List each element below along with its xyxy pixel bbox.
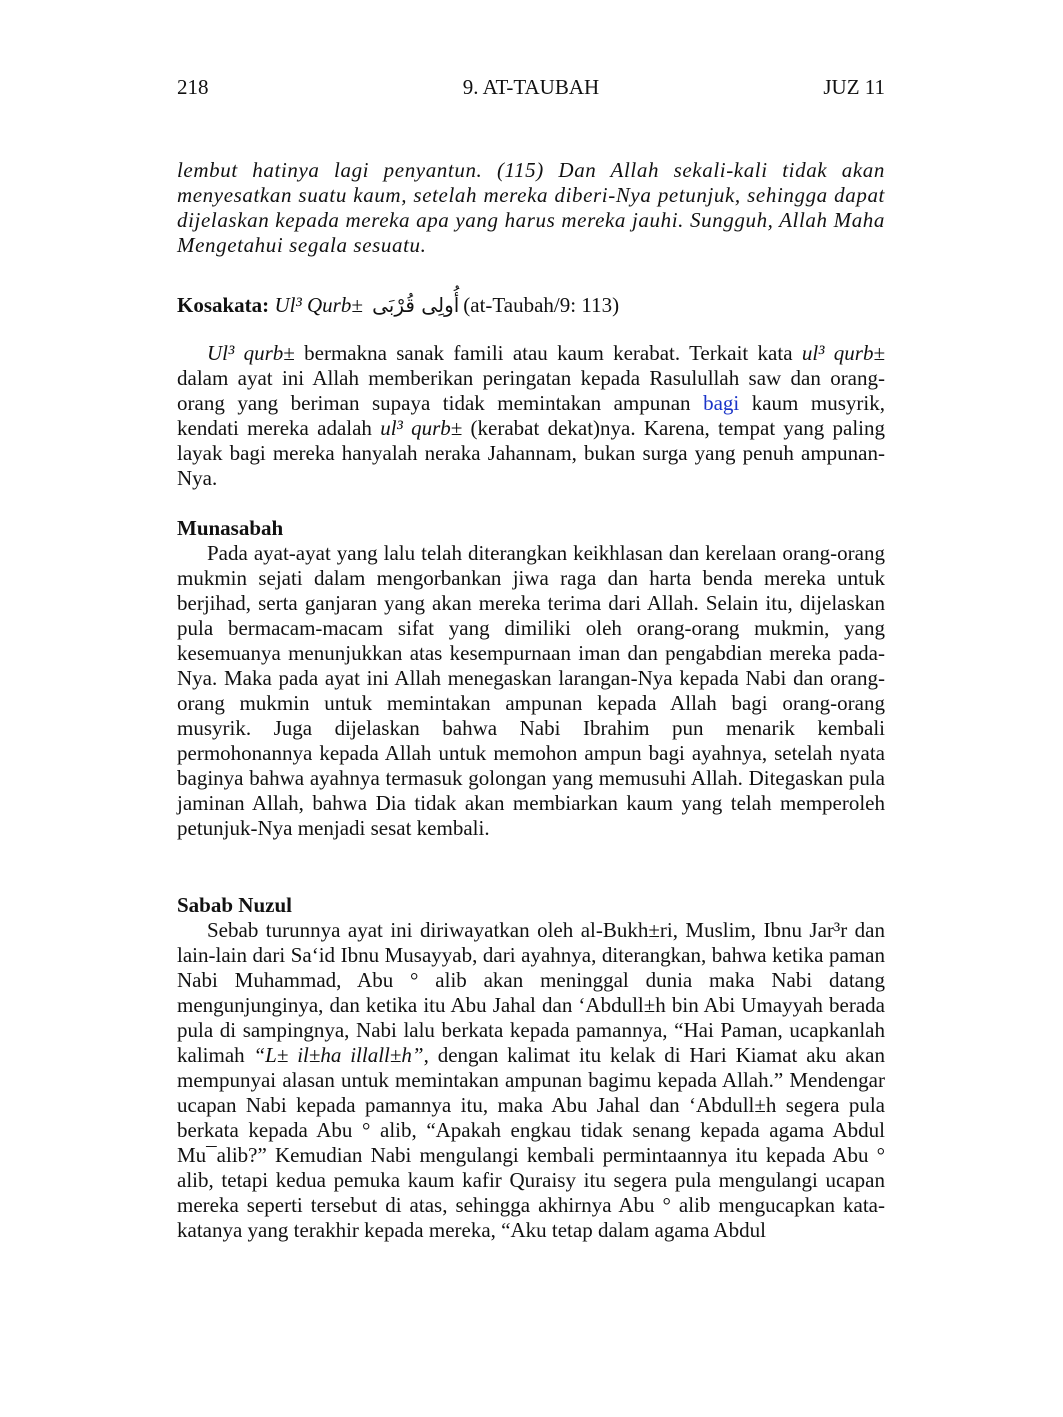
text-run: , dengan kalimat itu kelak di Hari Kiamat aku akan mempunyai alasan untuk memintakan ampunan bagimu kepada Allah.” Mendengar ucapan Nabi kepada pamannya itu, maka Abu Jahal dan ‘Abdull±h segera pula berkata kepada Abu ° alib, “Apakah engkau tidak senang kepada agama Abdul Mu¯alib?” Kemudian Nabi mengulangi kembali permintaannya itu kepada Abu ° alib, tetapi kedua pemuka kaum kafir Quraisy itu segera pula mengulangi ucapan mereka seperti tersebut di atas, sehingga akhirnya Abu ° alib mengucapkan kata-katanya yang terakhir kepada mereka, “Aku tetap dalam agama Abdul	[177, 1043, 885, 1242]
term-ref: ul³ qurb±	[380, 416, 463, 440]
kosakata-explanation	[177, 341, 885, 491]
kalimah-quote: “L± il±ha illall±h”	[253, 1043, 424, 1067]
term-ref: ul³ qurb±	[801, 341, 885, 365]
kosakata-term: Ul³ Qurb±	[274, 293, 363, 317]
kosakata-label: Kosakata:	[177, 293, 270, 317]
kosakata-arabic: أُولِى قُرْبَى	[372, 293, 460, 317]
sabab-nuzul-section	[177, 918, 885, 1243]
translation-text: lembut hatinya lagi penyantun. (115) Dan Allah sekali-kali tidak akan menyesatkan suatu kaum, setelah mereka diberi-Nya petunjuk, sehingga dapat dijelaskan kepada mereka apa yang harus mereka jauhi. Sungguh, Allah Maha Mengetahui segala sesuatu.	[177, 158, 885, 257]
text-run: dalam ayat ini Allah memberikan peringatan kepada Rasulullah saw dan orang-orang yang beriman supaya tidak memintakan ampunan	[177, 366, 885, 415]
term-ref: Ul³ qurb±	[207, 341, 295, 365]
text-run: kaum musyrik, kendati mereka adalah	[177, 391, 885, 440]
highlighted-word: bagi	[703, 391, 740, 415]
text-run: bermakna sanak famili atau kaum kerabat. Terkait kata	[294, 341, 802, 365]
kosakata-line	[177, 290, 885, 320]
munasabah-text: Pada ayat-ayat yang lalu telah diterangkan keikhlasan dan kerelaan orang-orang mukmin sejati dalam mengorbankan jiwa raga dan harta benda mereka untuk berjihad, serta ganjaran yang akan mereka terima dari Allah. Selain itu, dijelaskan pula bermacam-macam sifat yang dimiliki oleh orang-orang mukmin, yang kesemuanya menunjukkan atas kesempurnaan iman dan pengabdian mereka pada-Nya. Maka pada ayat ini Allah menegaskan larangan-Nya kepada Nabi dan orang-orang mukmin untuk memintakan ampunan kepada Allah bagi orang-orang musyrik. Juga dijelaskan bahwa Nabi Ibrahim pun menarik kembali permohonannya kepada Allah untuk memohon ampun bagi ayahnya, setelah nyata baginya bahwa ayahnya termasuk golongan yang memusuhi Allah. Ditegaskan pula jaminan Allah, bahwa Dia tidak akan membiarkan kaum yang telah memperoleh petunjuk-Nya menjadi sesat kembali.	[177, 541, 885, 840]
sabab-nuzul-text	[177, 918, 885, 1243]
text-run: Sebab turunnya ayat ini diriwayatkan oleh al-Bukh±ri, Muslim, Ibnu Jar³r dan lain-lain dari Sa‘id Ibnu Musayyab, dari ayahnya, diterangkan, bahwa ketika paman Nabi Muhammad, Abu ° alib akan meninggal dunia maka Nabi datang mengunjunginya, dan ketika itu Abu Jahal dan ‘Abdull±h bin Abi Umayyah berada pula di sampingnya, Nabi lalu berkata kepada pamannya, “Hai Paman, ucapkanlah kalimah	[177, 918, 885, 1067]
sabab-nuzul-heading: Sabab Nuzul	[177, 893, 292, 917]
surah-title: 9. AT-TAUBAH	[462, 75, 600, 99]
text-run: (kerabat dekat)nya. Karena, tempat yang paling layak bagi mereka hanyalah neraka Jahannam, bukan surga yang penuh ampunan-Nya.	[177, 416, 885, 490]
page-number: 218	[177, 75, 209, 99]
kosakata-reference: (at-Taubah/9: 113)	[463, 293, 620, 317]
translation-paragraph	[177, 158, 885, 258]
munasabah-heading: Munasabah	[177, 516, 284, 540]
juz-label: JUZ 11	[823, 75, 885, 99]
kosakata-paragraph	[177, 341, 885, 491]
munasabah-section	[177, 541, 885, 841]
